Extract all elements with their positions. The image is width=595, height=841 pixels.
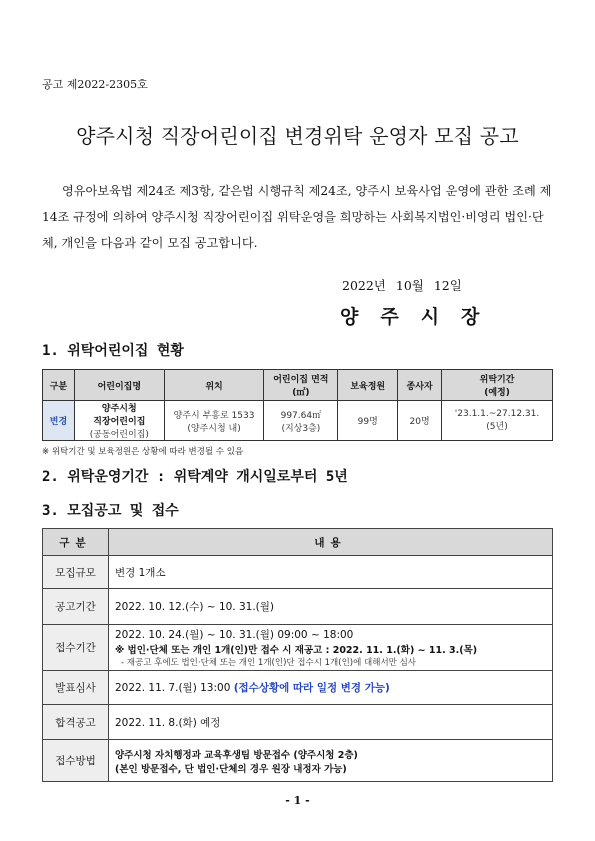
location-line1: 양주시 부흥로 1533 xyxy=(173,410,255,421)
header-staff: 종사자 xyxy=(398,370,442,401)
section2-heading: 2. 위탁운영기간 : 위탁계약 개시일로부터 5년 xyxy=(42,469,348,485)
name-line3: (공동어린이집) xyxy=(89,430,149,440)
header-location: 위치 xyxy=(164,370,264,401)
value-review xyxy=(109,671,553,705)
label-notice-period: 공고기간 xyxy=(43,589,109,625)
name-line2: 직장어린이집 xyxy=(93,417,146,427)
header-type: 구분 xyxy=(43,370,75,401)
name-line1: 양주시청 xyxy=(101,404,137,414)
value-reception xyxy=(109,625,553,671)
facility-table xyxy=(42,369,553,441)
area-line2: (지상3층) xyxy=(281,423,321,434)
period-line1: '23.1.1.~27.12.31. xyxy=(454,409,540,419)
issuer: 양주시장 xyxy=(340,306,502,328)
header-capacity: 보육정원 xyxy=(338,370,398,401)
method-line2: (본인 방문접수, 단 법인·단체의 경우 원장 내정자 가능) xyxy=(115,763,347,775)
value-notice-period: 2022. 10. 12.(수) ~ 10. 31.(월) xyxy=(109,589,553,625)
header-name: 어린이집명 xyxy=(74,370,164,401)
row-name xyxy=(74,401,164,441)
review-datetime: 2022. 11. 7.(월) 13:00 xyxy=(115,682,231,694)
table-row xyxy=(43,556,553,589)
facility-note: ※ 위탁기간 및 보육정원은 상황에 따라 변경될 수 있음 xyxy=(42,447,244,457)
table-row xyxy=(43,705,553,740)
header-content: 내용 xyxy=(109,529,553,556)
label-reception: 접수기간 xyxy=(43,625,109,671)
value-result: 2022. 11. 8.(화) 예정 xyxy=(109,705,553,740)
label-review: 발표심사 xyxy=(43,671,109,705)
row-type: 변경 xyxy=(43,401,75,441)
period-line2: (5년) xyxy=(486,422,508,432)
table-row xyxy=(43,671,553,705)
label-result: 합격공고 xyxy=(43,705,109,740)
method-line1: 양주시청 자치행정과 교육후생팀 방문접수 (양주시청 2층) xyxy=(115,749,358,761)
page-number: - 1 - xyxy=(285,794,310,807)
reception-line1: 2022. 10. 24.(월) ~ 10. 31.(월) 09:00 ~ 18:00 xyxy=(115,629,354,641)
page-title: 양주시청 직장어린이집 변경위탁 운영자 모집 공고 xyxy=(76,124,519,148)
row-capacity: 99명 xyxy=(338,401,398,441)
row-area xyxy=(264,401,338,441)
label-scale: 모집규모 xyxy=(43,556,109,589)
value-scale: 변경 1개소 xyxy=(109,556,553,589)
value-method xyxy=(109,740,553,782)
reception-line3: - 재공고 후에도 법인·단체 또는 개인 1개(인)단 접수시 1개(인)에 대해서만 심사 xyxy=(121,658,416,668)
notice-number: 공고 제2022-2305호 xyxy=(42,78,148,91)
schedule-table xyxy=(42,528,553,782)
table-row xyxy=(43,625,553,671)
table-row xyxy=(43,401,553,441)
header-period: 위탁기간 (예정) xyxy=(442,370,553,401)
review-highlight: (접수상황에 따라 일정 변경 가능) xyxy=(233,682,390,694)
label-method: 접수방법 xyxy=(43,740,109,782)
section3-heading: 3. 모집공고 및 접수 xyxy=(42,503,179,519)
header-category: 구분 xyxy=(43,529,109,556)
table-row xyxy=(43,589,553,625)
row-staff: 20명 xyxy=(398,401,442,441)
facility-table-header xyxy=(43,370,553,401)
table-row xyxy=(43,740,553,782)
section1-heading: 1. 위탁어린이집 현황 xyxy=(42,343,184,359)
reception-line2: ※ 법인·단체 또는 개인 1개(인)만 접수 시 재공고 : 2022. 11. 1.(화) ~ 11. 3.(목) xyxy=(115,645,478,656)
intro-paragraph: 영유아보육법 제24조 제3항, 같은법 시행규칙 제24조, 양주시 보육사업 운영에 관한 조례 제14조 규정에 의하여 양주시청 직장어린이집 위탁운영을 희망하는 사회복지법인·비영리 법인·단체, 개인을 다음과 같이 모집 공고합니다. xyxy=(42,184,552,250)
row-period xyxy=(442,401,553,441)
schedule-table-header xyxy=(43,529,553,556)
row-location xyxy=(164,401,264,441)
location-line2: (양주시청 내) xyxy=(187,423,241,434)
area-line1: 997.64㎡ xyxy=(280,410,322,421)
notice-date: 2022년 10월 12일 xyxy=(342,278,462,293)
header-area: 어린이집 면적 (㎡) xyxy=(264,370,338,401)
